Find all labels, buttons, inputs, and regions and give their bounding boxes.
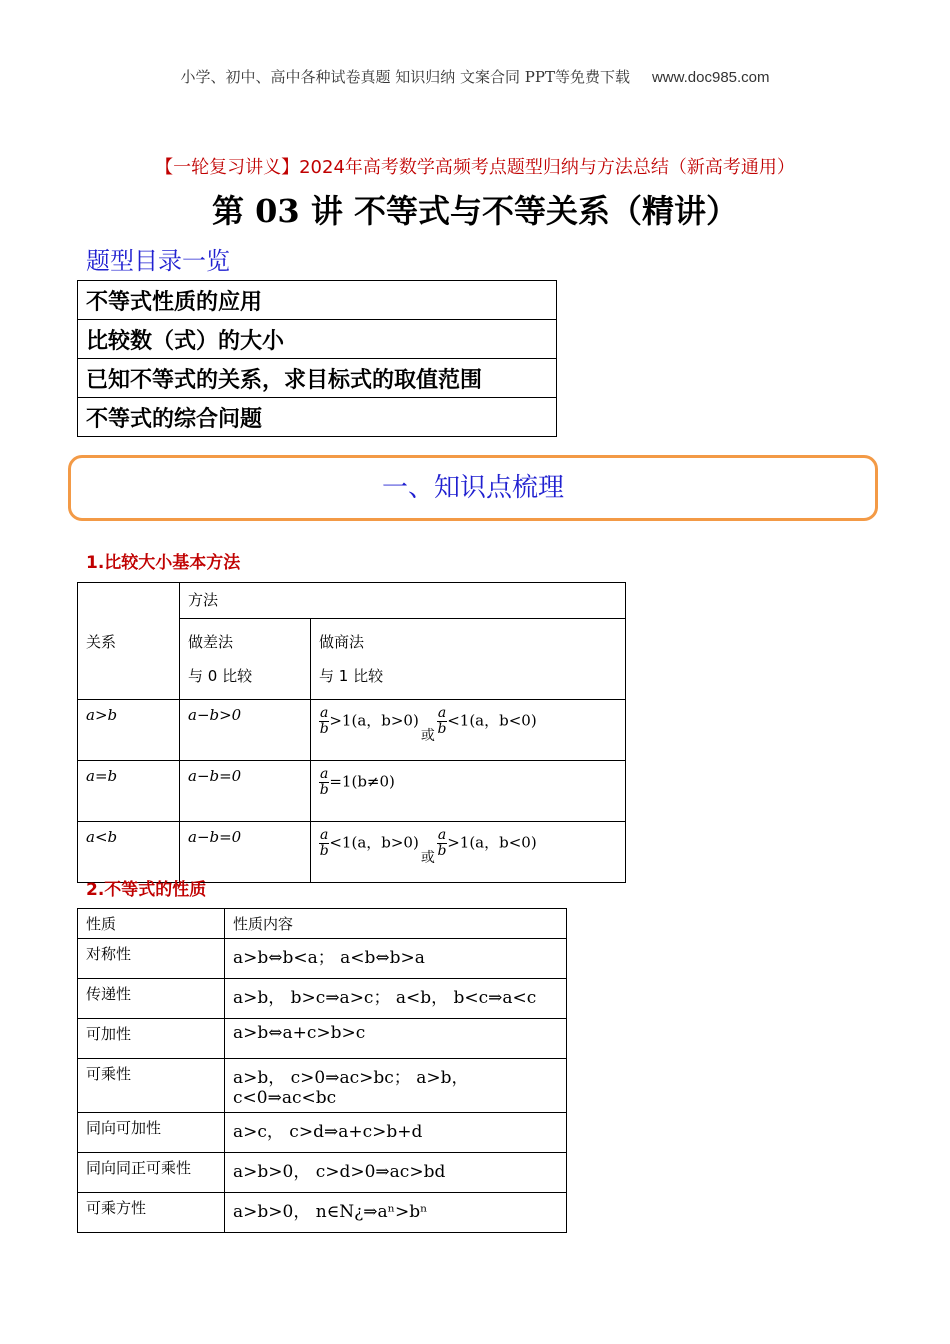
col-prop: 性质 [78, 909, 225, 939]
fraction-a-over-b: $\frac{a}{b}$ [319, 766, 329, 798]
page-header [0, 66, 950, 87]
col-method: 方法 [180, 583, 626, 619]
rel-cell: a=b [78, 761, 180, 822]
prop-name: 同向同正可乘性 [78, 1153, 225, 1193]
col-quot [311, 619, 626, 700]
quot-cell [311, 700, 626, 761]
col-content: 性质内容 [225, 909, 567, 939]
prop-name: 传递性 [78, 979, 225, 1019]
prop-content: a>c， c>d⇒a+c>b+d [225, 1113, 567, 1153]
series-title: 【一轮复习讲义】2024年高考数学高频考点题型归纳与方法总结（新高考通用） [155, 157, 795, 178]
prop-name: 同向可加性 [78, 1113, 225, 1153]
prop-content: a>b⇔a+c>b>c [225, 1019, 567, 1059]
prop-name: 可加性 [78, 1019, 225, 1059]
prop-name: 可乘方性 [78, 1193, 225, 1233]
fraction-a-over-b: $\frac{a}{b}$ [437, 827, 447, 859]
diff-cell: a−b=0 [180, 761, 311, 822]
diff-sub: 与 0 比较 [188, 667, 253, 685]
section2-heading: 2.不等式的性质 [86, 880, 207, 900]
diff-label: 做差法 [188, 633, 234, 651]
diff-cell: a−b>0 [180, 700, 311, 761]
toc-item[interactable]: 不等式性质的应用 [78, 281, 557, 320]
prop-content: a>b>0， n∈N¿⇒aⁿ>bⁿ [225, 1193, 567, 1233]
quot-label: 做商法 [319, 633, 365, 651]
section-banner: 一、知识点梳理 [68, 455, 878, 521]
quot-cell [311, 822, 626, 883]
prop-name: 可乘性 [78, 1059, 225, 1113]
page-title: 第 03 讲 不等式与不等关系（精讲） [212, 192, 738, 230]
quot-expr: =1(b≠0) [329, 772, 395, 791]
quot-cell [311, 761, 626, 822]
prop-content: a>b， c>0⇒ac>bc； a>b， c<0⇒ac<bc [225, 1059, 567, 1113]
toc-table [77, 280, 557, 437]
properties-table [77, 908, 567, 1233]
quot-expr: <1(a，b>0) [329, 833, 419, 852]
prop-content: a>b， b>c⇒a>c； a<b， b<c⇒a<c [225, 979, 567, 1019]
toc-heading: 题型目录一览 [86, 247, 230, 275]
quot-sub: 与 1 比较 [319, 667, 384, 685]
prop-content: a>b>0， c>d>0⇒ac>bd [225, 1153, 567, 1193]
quot-expr: >1(a，b<0) [447, 833, 537, 852]
or-text: 或 [420, 727, 435, 744]
header-url[interactable]: www.doc985.com [651, 69, 770, 86]
toc-item[interactable]: 已知不等式的关系，求目标式的取值范围 [78, 359, 557, 398]
toc-item[interactable]: 不等式的综合问题 [78, 398, 557, 437]
col-diff [180, 619, 311, 700]
fraction-a-over-b: $\frac{a}{b}$ [437, 705, 447, 737]
compare-methods-table [77, 582, 626, 883]
toc-item[interactable]: 比较数（式）的大小 [78, 320, 557, 359]
quot-expr: >1(a，b>0) [329, 711, 419, 730]
col-relation: 关系 [78, 583, 180, 700]
fraction-a-over-b: $\frac{a}{b}$ [319, 827, 329, 859]
or-text: 或 [420, 849, 435, 866]
prop-name: 对称性 [78, 939, 225, 979]
diff-cell: a−b=0 [180, 822, 311, 883]
section1-heading: 1.比较大小基本方法 [86, 553, 241, 573]
rel-cell: a<b [78, 822, 180, 883]
rel-cell: a>b [78, 700, 180, 761]
header-text: 小学、初中、高中各种试卷真题 知识归纳 文案合同 PPT等免费下载 [180, 68, 630, 86]
fraction-a-over-b: $\frac{a}{b}$ [319, 705, 329, 737]
prop-content: a>b⇔b<a； a<b⇔b>a [225, 939, 567, 979]
quot-expr: <1(a，b<0) [447, 711, 537, 730]
